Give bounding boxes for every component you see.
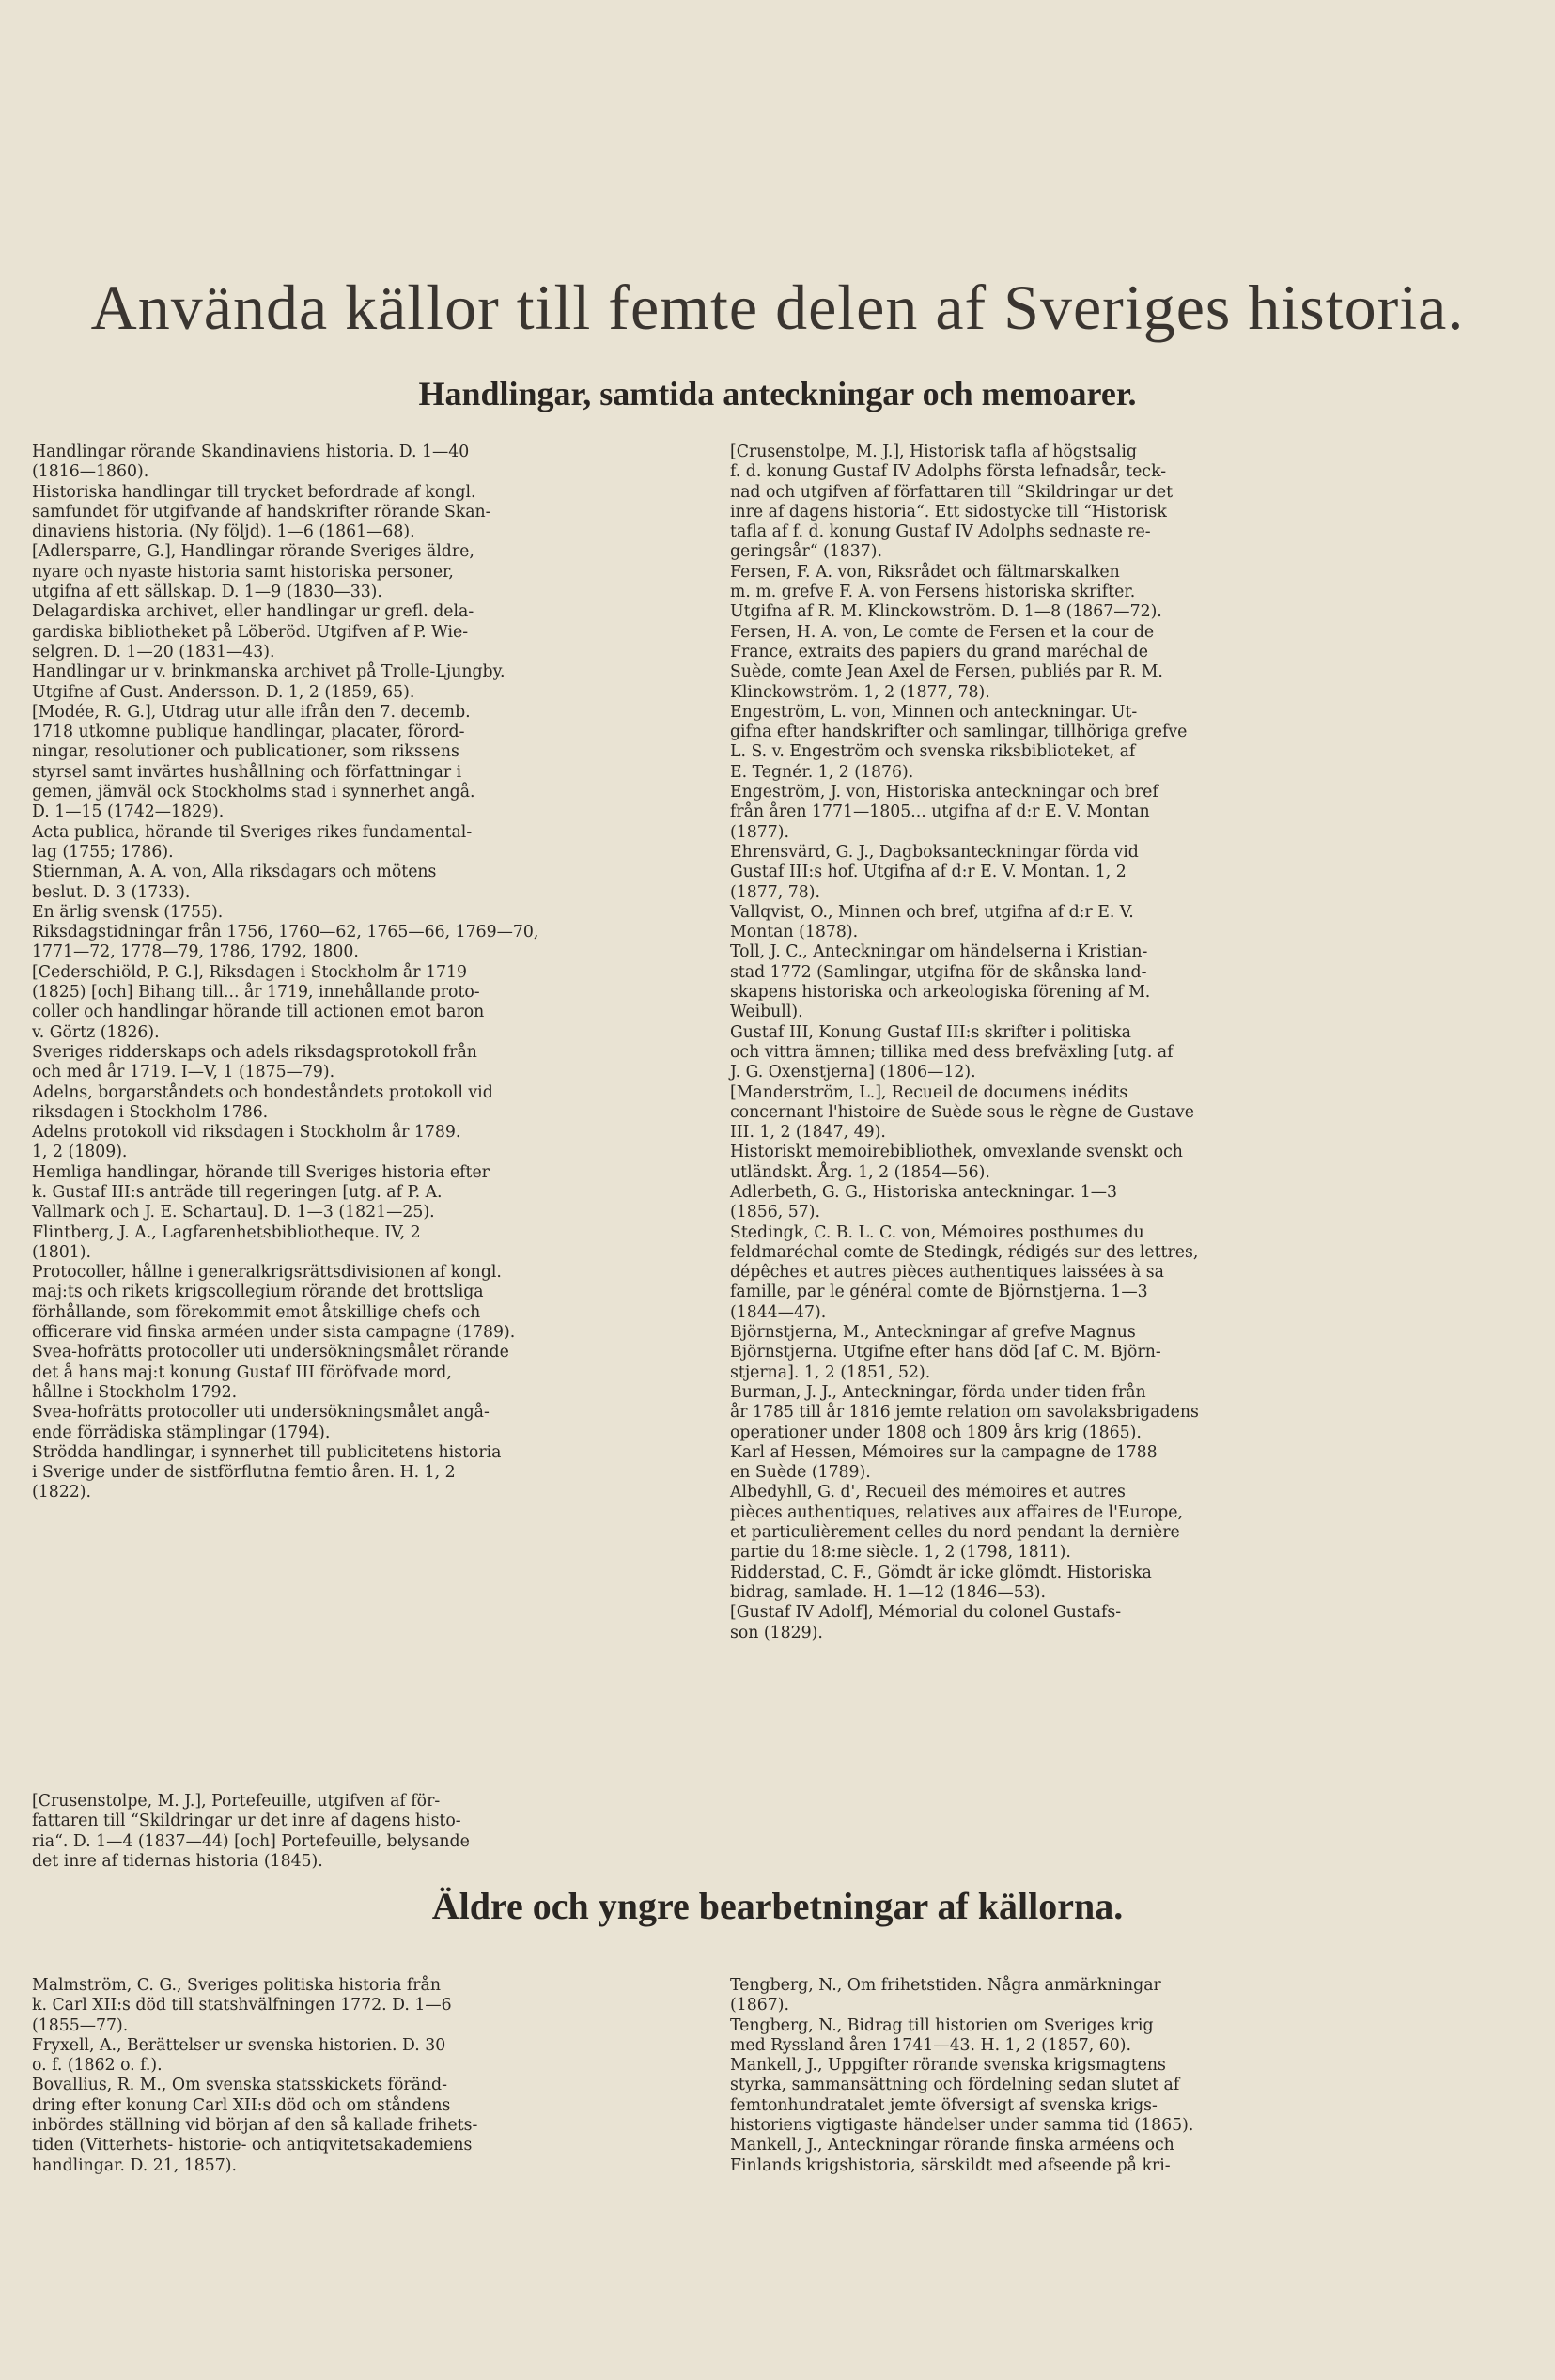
bibliography-entry	[32, 1223, 703, 1264]
bibliography-entry	[32, 863, 703, 903]
bibliography-entry	[32, 1792, 703, 1872]
bibliography-entry	[730, 1383, 1401, 1443]
entry-line: Ridderstad, C. F., Gömdt är icke glömdt. Historiska	[730, 1563, 1152, 1582]
entry-line: hållne i Stockholm 1792.	[32, 1382, 238, 1402]
entry-line: beslut. D. 3 (1733).	[32, 882, 191, 902]
entry-line: ria“. D. 1—4 (1837—44) [och] Portefeuille, belysande	[32, 1831, 470, 1851]
entry-line: en Suède (1789).	[730, 1463, 871, 1483]
entry-line: 1771—72, 1778—79, 1786, 1792, 1800.	[32, 942, 359, 962]
entry-line: Handlingar ur v. brinkmanska archivet på Trolle-Ljungby.	[32, 662, 505, 682]
entry-line: utgifna af ett sällskap. D. 1—9 (1830—33).	[32, 583, 382, 602]
entry-line: Utgifna af R. M. Klinckowström. D. 1—8 (1867—72).	[730, 602, 1162, 622]
entry-line: dinaviens historia. (Ny följd). 1—6 (1861—68).	[32, 522, 415, 542]
bibliography-entry	[730, 942, 1401, 1022]
entry-line: Utgifne af Gust. Andersson. D. 1, 2 (1859, 65).	[32, 682, 415, 702]
entry-line: och med år 1719. I—V, 1 (1875—79).	[32, 1063, 335, 1082]
bibliography-entry	[730, 563, 1401, 623]
entry-line: bidrag, samlade. H. 1—12 (1846—53).	[730, 1582, 1046, 1602]
entry-line: Björnstjerna. Utgifne efter hans död [af C. M. Björn-	[730, 1343, 1161, 1362]
entry-line: Bovallius, R. M., Om svenska statsskickets föränd-	[32, 2076, 447, 2095]
entry-line: Klinckowström. 1, 2 (1877, 78).	[730, 682, 990, 702]
entry-line: Mankell, J., Anteckningar rörande finska arméens och	[730, 2136, 1174, 2155]
entry-line: det å hans maj:t konung Gustaf III föröfvade mord,	[32, 1362, 452, 1382]
bibliography-entry	[730, 1443, 1401, 1484]
entry-line: historiens vigtigaste händelser under samma tid (1865).	[730, 2116, 1194, 2136]
entry-line: Delagardiska archivet, eller handlingar ur grefl. dela-	[32, 602, 474, 622]
entry-line: France, extraits des papiers du grand maréchal de	[730, 642, 1148, 661]
entry-line: Protocoller, hållne i generalkrigsrättsdivisionen af kongl.	[32, 1263, 502, 1283]
bibliography-entry	[32, 923, 703, 963]
bibliography-entry	[730, 623, 1401, 703]
page-title: Använda källor till femte delen af Sveriges historia.	[90, 272, 1465, 343]
bibliography-entry	[730, 783, 1401, 843]
entry-line: gifna efter handskrifter och samlingar, tillhöriga grefve	[730, 723, 1188, 742]
bibliography-entry	[32, 1976, 703, 2036]
entry-line: gemen, jämväl ock Stockholms stad i synnerhet angå.	[32, 783, 475, 802]
entry-line: Suède, comte Jean Axel de Fersen, publiés par R. M.	[730, 662, 1163, 682]
bibliography-entry	[730, 1083, 1401, 1143]
bibliography-entry	[730, 2056, 1401, 2136]
entry-line: III. 1, 2 (1847, 49).	[730, 1123, 886, 1143]
bibliography-entry	[32, 1163, 703, 1223]
entry-line: selgren. D. 1—20 (1831—43).	[32, 642, 275, 661]
entry-line: 1718 utkomne publique handlingar, placater, förord-	[32, 723, 465, 742]
entry-line: (1877).	[730, 822, 789, 842]
bibliography-entry	[32, 1443, 703, 1503]
entry-line: k. Carl XII:s död till statshvälfningen 1772. D. 1—6	[32, 1996, 452, 2015]
entry-line: (1844—47).	[730, 1302, 827, 1322]
section1-right-column	[730, 443, 1401, 1643]
entry-line: pièces authentiques, relatives aux affaires de l'Europe,	[730, 1502, 1184, 1522]
entry-line: år 1785 till år 1816 jemte relation om savolaksbrigadens	[730, 1403, 1199, 1423]
entry-line: concernant l'histoire de Suède sous le règne de Gustave	[730, 1102, 1195, 1122]
bibliography-entry	[32, 823, 703, 863]
bibliography-entry	[32, 1263, 703, 1343]
bibliography-entry	[730, 443, 1401, 563]
entry-line: (1867).	[730, 1996, 789, 2015]
entry-line: tafla af f. d. konung Gustaf IV Adolphs sednaste re-	[730, 522, 1151, 542]
entry-line: Vallmark och J. E. Schartau]. D. 1—3 (1821—25).	[32, 1203, 435, 1222]
entry-line: Ehrensvärd, G. J., Dagboksanteckningar förda vid	[730, 842, 1139, 862]
entry-line: lag (1755; 1786).	[32, 842, 174, 862]
entry-line: tiden (Vitterhets- historie- och antiqvitetsakademiens	[32, 2136, 473, 2155]
entry-line: feldmaréchal comte de Stedingk, rédigés sur des lettres,	[730, 1242, 1199, 1262]
entry-line: ningar, resolutioner och publicationer, som rikssens	[32, 742, 459, 762]
entry-line: inbördes ställning vid början af den så kallade frihets-	[32, 2116, 478, 2136]
entry-line: det inre af tidernas historia (1845).	[32, 1851, 323, 1871]
entry-line: skapens historiska och arkeologiska förening af M.	[730, 983, 1151, 1003]
bibliography-entry	[32, 1083, 703, 1124]
entry-line: dépêches et autres pièces authentiques laissées à sa	[730, 1263, 1164, 1283]
entry-line: 1, 2 (1809).	[32, 1143, 128, 1162]
section-heading-works: Äldre och yngre bearbetningar af källorna.	[431, 1885, 1124, 1927]
entry-line: Montan (1878).	[730, 923, 859, 942]
entry-line: D. 1—15 (1742—1829).	[32, 802, 225, 822]
entry-line: Fersen, F. A. von, Riksrådet och fältmarskalken	[730, 562, 1120, 582]
bibliography-entry	[32, 602, 703, 662]
entry-line: Strödda handlingar, i synnerhet till publicitetens historia	[32, 1442, 502, 1462]
entry-line: stad 1772 (Samlingar, utgifna för de skånska land-	[730, 962, 1147, 982]
bibliography-entry	[730, 1483, 1401, 1563]
entry-line: v. Görtz (1826).	[32, 1022, 160, 1042]
entry-line: L. S. v. Engeström och svenska riksbiblioteket, af	[730, 742, 1136, 762]
bibliography-entry	[730, 1976, 1401, 2016]
entry-line: Gustaf III:s hof. Utgifna af d:r E. V. Montan. 1, 2	[730, 863, 1127, 882]
bibliography-entry	[730, 1603, 1401, 1643]
bibliography-entry	[730, 843, 1401, 903]
entry-line: [Crusenstolpe, M. J.], Portefeuille, utgifven af för-	[32, 1792, 441, 1811]
entry-line: Stiernman, A. A. von, Alla riksdagars och mötens	[32, 863, 437, 882]
section2-right-column	[730, 1976, 1401, 2176]
bibliography-entry	[730, 1323, 1401, 1383]
entry-line: partie du 18:me siècle. 1, 2 (1798, 1811).	[730, 1543, 1071, 1563]
entry-line: Flintberg, J. A., Lagfarenhetsbibliotheque. IV, 2	[32, 1222, 421, 1242]
entry-line: [Gustaf IV Adolf], Mémorial du colonel Gustafs-	[730, 1603, 1122, 1623]
entry-line: fattaren till “Skildringar ur det inre af dagens histo-	[32, 1812, 461, 1831]
entry-line: [Cederschiöld, P. G.], Riksdagen i Stockholm år 1719	[32, 962, 467, 982]
entry-line: Albedyhll, G. d', Recueil des mémoires et autres	[730, 1483, 1126, 1502]
entry-line: Adelns protokoll vid riksdagen i Stockholm år 1789.	[32, 1123, 461, 1143]
entry-line: operationer under 1808 och 1809 års krig (1865).	[730, 1423, 1142, 1442]
entry-line: [Adlersparre, G.], Handlingar rörande Sveriges äldre,	[32, 542, 474, 562]
entry-line: Adelns, borgarståndets och bondeståndets protokoll vid	[32, 1082, 493, 1102]
bibliography-entry	[730, 1143, 1401, 1183]
entry-line: Svea-hofrätts protocoller uti undersökningsmålet rörande	[32, 1343, 509, 1362]
entry-line: officerare vid finska arméen under sista campagne (1789).	[32, 1323, 516, 1343]
entry-line: son (1829).	[730, 1623, 823, 1642]
entry-line: Toll, J. C., Anteckningar om händelserna i Kristian-	[730, 942, 1148, 962]
entry-line: J. G. Oxenstjerna] (1806—12).	[730, 1063, 976, 1082]
entry-line: Tengberg, N., Om frihetstiden. Några anmärkningar	[730, 1976, 1161, 1995]
entry-line: Karl af Hessen, Mémoires sur la campagne de 1788	[730, 1442, 1158, 1462]
bibliography-entry	[32, 1123, 703, 1163]
entry-line: Björnstjerna, M., Anteckningar af grefve Magnus	[730, 1323, 1136, 1343]
entry-line: stjerna]. 1, 2 (1851, 52).	[730, 1362, 931, 1382]
entry-line: m. m. grefve F. A. von Fersens historiska skrifter.	[730, 583, 1136, 602]
entry-line: Finlands krigshistoria, särskildt med afseende på kri-	[730, 2155, 1171, 2175]
entry-line: gardiska bibliotheket på Löberöd. Utgifven af P. Wie-	[32, 622, 469, 642]
entry-line: med Ryssland åren 1741—43. H. 1, 2 (1857, 60).	[730, 2035, 1132, 2055]
entry-line: från åren 1771—1805... utgifna af d:r E. V. Montan	[730, 802, 1150, 822]
entry-line: nad och utgifven af författaren till “Skildringar ur det	[730, 482, 1174, 502]
bibliography-entry	[730, 703, 1401, 783]
entry-line: förhållande, som förekommit emot åtskillige chefs och	[32, 1302, 481, 1322]
entry-line: (1801).	[32, 1242, 91, 1262]
entry-line: Tengberg, N., Bidrag till historien om Sveriges krig	[730, 2015, 1154, 2035]
entry-line: Fryxell, A., Berättelser ur svenska historien. D. 30	[32, 2035, 446, 2055]
entry-line: Engeström, L. von, Minnen och anteckningar. Ut-	[730, 702, 1138, 722]
section2-left-column	[32, 1976, 703, 2176]
entry-line: et particulièrement celles du nord pendant la dernière	[730, 1523, 1180, 1543]
entry-line: famille, par le général comte de Björnstjerna. 1—3	[730, 1283, 1148, 1302]
entry-line: maj:ts och rikets krigscollegium rörande det brottsliga	[32, 1283, 484, 1302]
entry-line: styrsel samt invärtes hushållning och författningar i	[32, 762, 462, 782]
entry-line: (1822).	[32, 1483, 91, 1502]
entry-line: riksdagen i Stockholm 1786.	[32, 1102, 269, 1122]
entry-line: geringsår“ (1837).	[730, 542, 882, 562]
bibliography-entry	[730, 1023, 1401, 1083]
bibliography-entry	[730, 903, 1401, 943]
section1-left-column-end	[32, 1792, 703, 1872]
entry-line: inre af dagens historia“. Ett sidostycke till “Historisk	[730, 502, 1167, 521]
entry-line: k. Gustaf III:s anträde till regeringen [utg. af P. A.	[32, 1182, 443, 1202]
entry-line: En ärlig svensk (1755).	[32, 902, 224, 922]
bibliography-entry	[32, 542, 703, 602]
entry-line: Engeström, J. von, Historiska anteckningar och bref	[730, 783, 1158, 802]
entry-line: Adlerbeth, G. G., Historiska anteckningar. 1—3	[730, 1182, 1118, 1202]
entry-line: Mankell, J., Uppgifter rörande svenska krigsmagtens	[730, 2056, 1166, 2076]
bibliography-entry	[32, 963, 703, 1043]
entry-line: (1856, 57).	[730, 1203, 820, 1222]
section-heading-sources: Handlingar, samtida anteckningar och memoarer.	[418, 375, 1137, 412]
entry-line: Hemliga handlingar, hörande till Sveriges historia efter	[32, 1162, 490, 1182]
entry-line: [Manderström, L.], Recueil de documens inédits	[730, 1082, 1128, 1102]
entry-line: Svea-hofrätts protocoller uti undersökningsmålet angå-	[32, 1403, 490, 1423]
bibliography-entry	[730, 1183, 1401, 1223]
bibliography-entry	[32, 2036, 703, 2077]
entry-line: Malmström, C. G., Sveriges politiska historia från	[32, 1976, 441, 1995]
entry-line: Riksdagstidningar från 1756, 1760—62, 1765—66, 1769—70,	[32, 923, 539, 942]
bibliography-entry	[32, 443, 703, 483]
bibliography-entry	[32, 1343, 703, 1403]
entry-line: coller och handlingar hörande till actionen emot baron	[32, 1003, 485, 1022]
entry-line: Burman, J. J., Anteckningar, förda under tiden från	[730, 1382, 1146, 1402]
entry-line: styrka, sammansättning och fördelning sedan slutet af	[730, 2076, 1180, 2095]
entry-line: (1877, 78).	[730, 882, 820, 902]
entry-line: nyare och nyaste historia samt historiska personer,	[32, 562, 454, 582]
bibliography-entry	[32, 1043, 703, 1083]
entry-line: Historiskt memoirebibliothek, omvexlande svenskt och	[730, 1143, 1183, 1162]
entry-line: dring efter konung Carl XII:s död och om ståndens	[32, 2095, 451, 2115]
bibliography-entry	[730, 1563, 1401, 1604]
entry-line: Acta publica, hörande til Sveriges rikes fundamental-	[32, 822, 473, 842]
entry-line: Fersen, H. A. von, Le comte de Fersen et la cour de	[730, 622, 1155, 642]
entry-line: ende förrädiska stämplingar (1794).	[32, 1423, 331, 1442]
entry-line: Weibull).	[730, 1003, 803, 1022]
entry-line: Stedingk, C. B. L. C. von, Mémoires posthumes du	[730, 1222, 1144, 1242]
bibliography-entry	[730, 2136, 1401, 2176]
entry-line: (1816—1860).	[32, 462, 149, 482]
bibliography-entry	[730, 1223, 1401, 1323]
entry-line: Vallqvist, O., Minnen och bref, utgifna af d:r E. V.	[730, 902, 1134, 922]
bibliography-entry	[730, 2016, 1401, 2057]
entry-line: utländskt. Årg. 1, 2 (1854—56).	[730, 1162, 990, 1182]
entry-line: [Modée, R. G.], Utdrag utur alle ifrån den 7. decemb.	[32, 702, 471, 722]
entry-line: Handlingar rörande Skandinaviens historia. D. 1—40	[32, 443, 470, 461]
entry-line: femtonhundratalet jemte öfversigt af svenska krigs-	[730, 2095, 1158, 2115]
entry-line: E. Tegnér. 1, 2 (1876).	[730, 762, 914, 782]
entry-line: Sveriges ridderskaps och adels riksdagsprotokoll från	[32, 1042, 477, 1062]
entry-line: Historiska handlingar till trycket befordrade af kongl.	[32, 482, 476, 502]
entry-line: f. d. konung Gustaf IV Adolphs första lefnadsår, teck-	[730, 462, 1167, 482]
entry-line: [Crusenstolpe, M. J.], Historisk tafla af högstsalig	[730, 443, 1137, 461]
bibliography-entry	[32, 903, 703, 923]
bibliography-entry	[32, 1403, 703, 1443]
entry-line: (1825) [och] Bihang till... år 1719, innehållande proto-	[32, 983, 480, 1003]
entry-line: samfundet för utgifvande af handskrifter rörande Skan-	[32, 502, 491, 521]
entry-line: o. f. (1862 o. f.).	[32, 2056, 163, 2076]
entry-line: i Sverige under de sistförflutna femtio åren. H. 1, 2	[32, 1463, 456, 1483]
entry-line: och vittra ämnen; tillika med dess brefväxling [utg. af	[730, 1042, 1174, 1062]
bibliography-entry	[32, 483, 703, 543]
entry-line: handlingar. D. 21, 1857).	[32, 2155, 237, 2175]
entry-line: Gustaf III, Konung Gustaf III:s skrifter i politiska	[730, 1022, 1131, 1042]
section1-left-column	[32, 443, 703, 1503]
entry-line: (1855—77).	[32, 2015, 129, 2035]
bibliography-entry	[32, 2076, 703, 2175]
bibliography-entry	[32, 662, 703, 703]
bibliography-entry	[32, 703, 703, 823]
